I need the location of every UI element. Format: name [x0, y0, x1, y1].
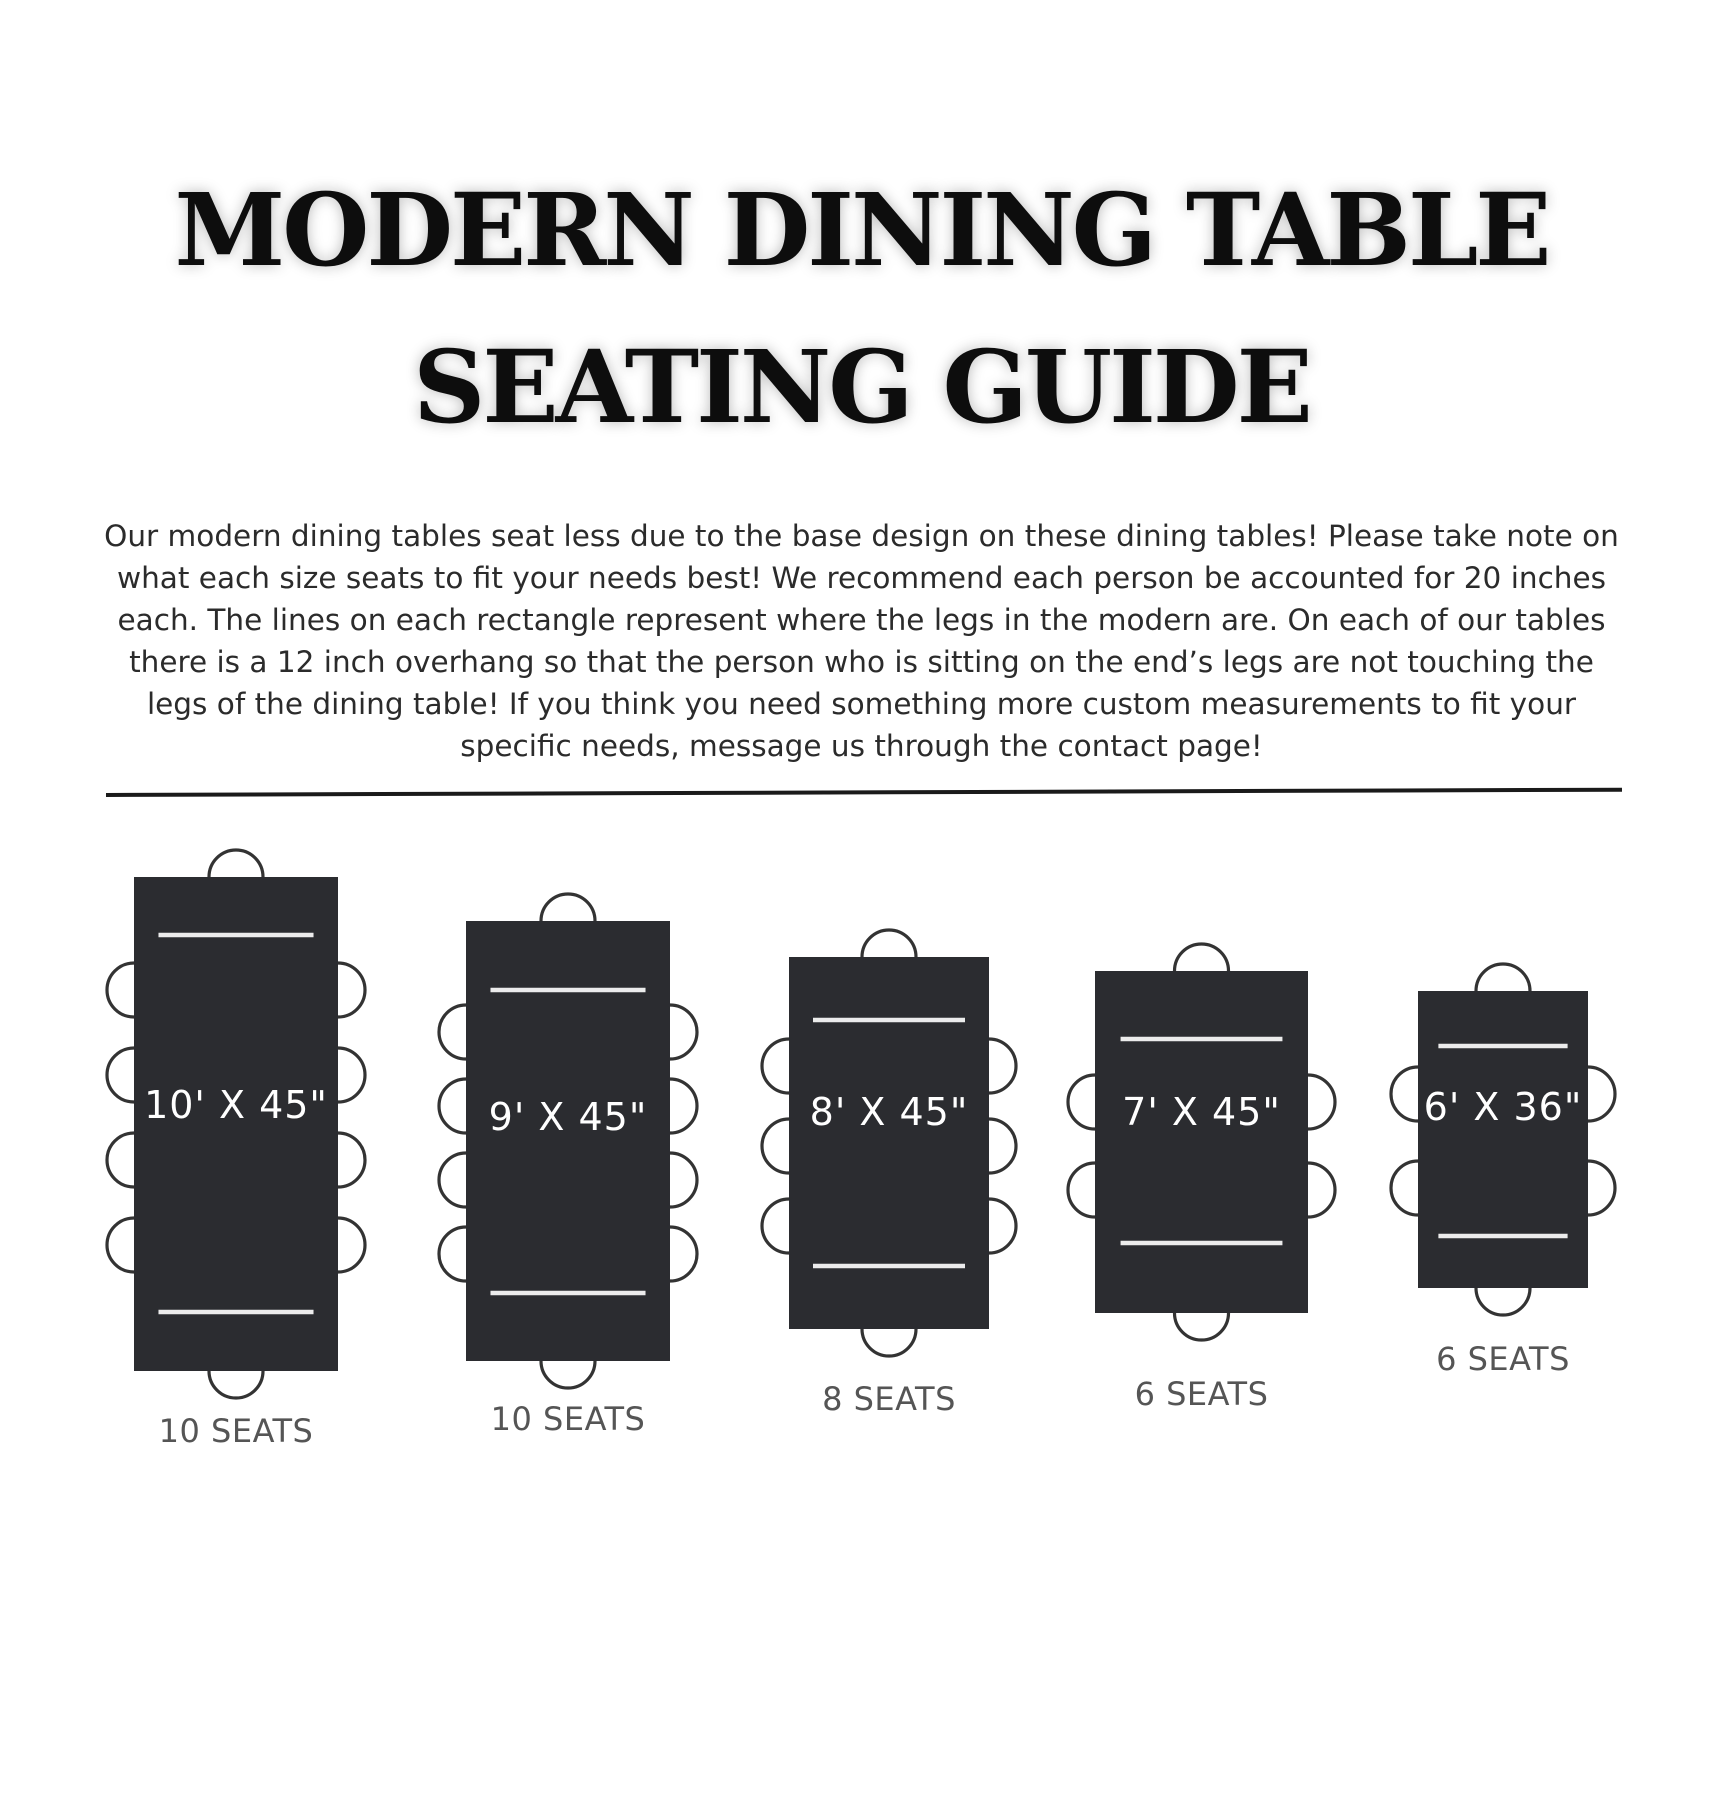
chair-icon-top [1476, 964, 1530, 991]
chair-icon-right [338, 1048, 365, 1102]
chair-icon-left [762, 1199, 789, 1253]
chair-icon-bottom [1175, 1313, 1229, 1340]
chair-icon-right [1588, 1067, 1615, 1121]
chair-icon-bottom [862, 1329, 916, 1356]
chair-icon-right [338, 1133, 365, 1187]
chair-icon-right [989, 1119, 1016, 1173]
table-seats-label: 6 SEATS [1134, 1375, 1269, 1413]
chair-icon-left [1391, 1161, 1418, 1215]
chair-icon-right [670, 1227, 697, 1281]
table-size-label: 10' X 45" [144, 1083, 328, 1127]
table-top [789, 957, 989, 1329]
page-title-line-1: MODERN DINING TABLE [174, 171, 1549, 289]
table-seats-label: 8 SEATS [822, 1380, 956, 1418]
table-seats-label: 10 SEATS [490, 1400, 646, 1438]
chair-icon-left [762, 1119, 789, 1173]
chair-icon-left [107, 1133, 134, 1187]
chair-icon-left [439, 1079, 466, 1133]
chair-icon-top [209, 850, 263, 877]
chair-icon-right [338, 963, 365, 1017]
chair-icon-bottom [209, 1371, 263, 1398]
table-top [1418, 991, 1588, 1288]
chair-icon-right [670, 1153, 697, 1207]
chair-icon-right [1308, 1075, 1335, 1129]
chair-icon-left [107, 1218, 134, 1272]
chair-icon-bottom [1476, 1288, 1530, 1315]
chair-icon-right [670, 1079, 697, 1133]
table-size-label: 7' X 45" [1122, 1090, 1281, 1134]
intro-paragraph: Our modern dining tables seat less due to the base design on these dining tables! Please take note on what each size seats to fit your needs best! We recommend each person be accounted for 20 inches each. The lines on each rectangle represent where the legs in the modern are. On each of our tables there is a 12 inch overhang so that the person who is sitting on the end’s legs are not touching the legs of the dining table! If you think you need something more custom measurements to fit your specific needs, message us through the contact page! [104, 519, 1619, 763]
chair-icon-left [1068, 1163, 1095, 1217]
table-seats-label: 10 SEATS [158, 1412, 314, 1450]
table-size-label: 9' X 45" [488, 1095, 648, 1139]
chair-icon-left [107, 1048, 134, 1102]
page-title-line-2: SEATING GUIDE [413, 328, 1310, 446]
table-size-label: 8' X 45" [809, 1090, 969, 1134]
chair-icon-left [1068, 1075, 1095, 1129]
chair-icon-top [862, 930, 916, 957]
chair-icon-right [1308, 1163, 1335, 1217]
chair-icon-right [989, 1199, 1016, 1253]
chair-icon-top [1175, 944, 1229, 971]
table-size-label: 6' X 36" [1423, 1085, 1583, 1129]
chair-icon-right [670, 1005, 697, 1059]
chair-icon-top [541, 894, 595, 921]
table-seats-label: 6 SEATS [1436, 1340, 1570, 1378]
chair-icon-left [439, 1227, 466, 1281]
chair-icon-right [989, 1039, 1016, 1093]
chair-icon-left [439, 1005, 466, 1059]
chair-icon-left [107, 963, 134, 1017]
table-top [1095, 971, 1308, 1313]
chair-icon-left [762, 1039, 789, 1093]
chair-icon-bottom [541, 1361, 595, 1388]
chair-icon-left [439, 1153, 466, 1207]
chair-icon-right [338, 1218, 365, 1272]
chair-icon-left [1391, 1067, 1418, 1121]
chair-icon-right [1588, 1161, 1615, 1215]
